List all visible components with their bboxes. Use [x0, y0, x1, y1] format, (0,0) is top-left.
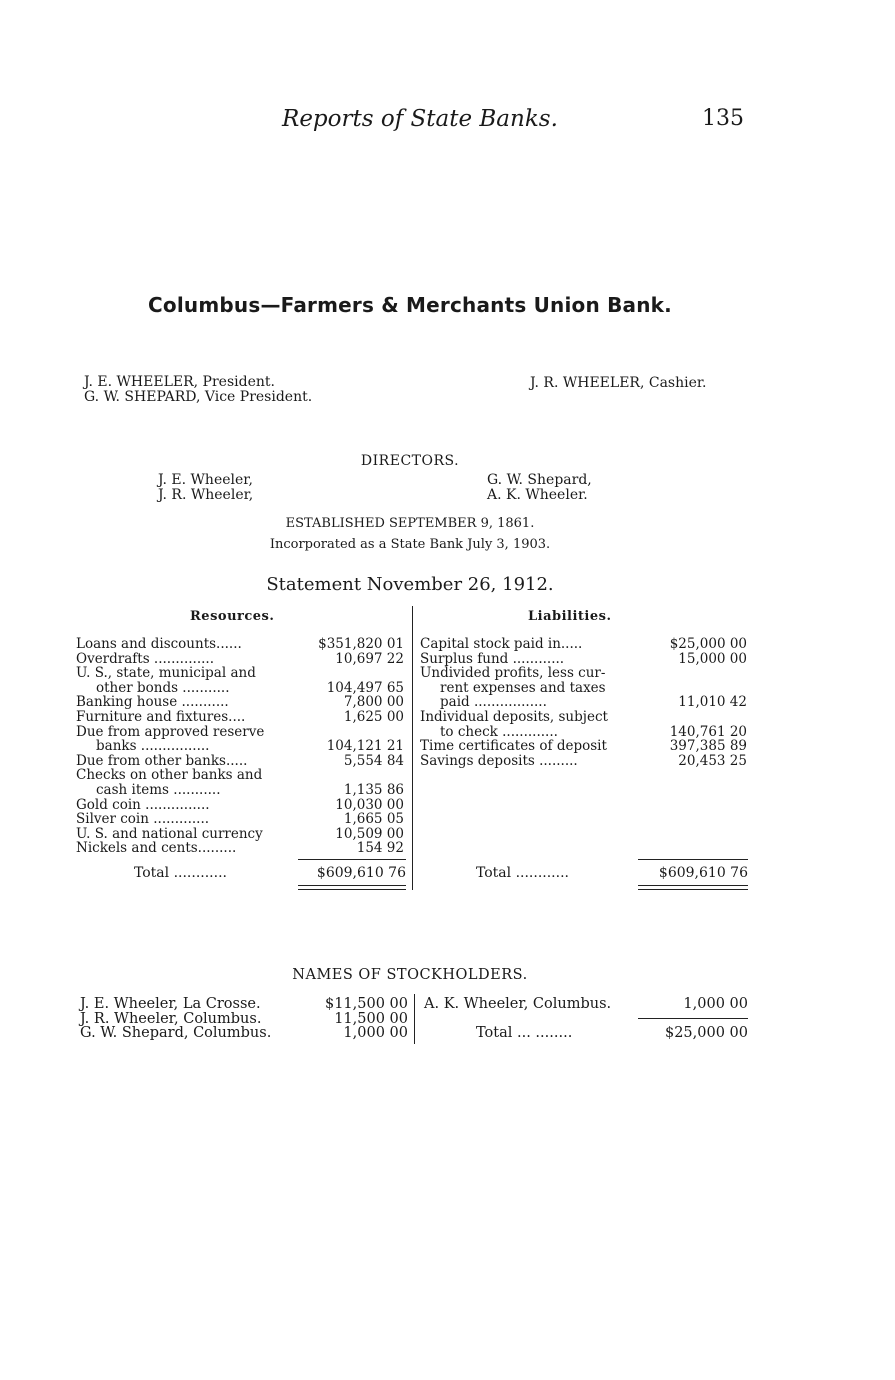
resource-label: Overdrafts .............. — [76, 651, 214, 667]
resource-label: U. S., state, municipal and — [76, 666, 256, 681]
resource-amount: 104,497 65 — [326, 679, 404, 696]
resource-amount: 1,665 05 — [343, 811, 404, 828]
resource-label: Due from approved reserve — [76, 724, 265, 740]
resources-heading: Resources. — [190, 609, 275, 624]
stockholder-amount: 1,000 00 — [683, 996, 748, 1012]
incorporated-line: Incorporated as a State Bank July 3, 1903. — [269, 537, 551, 552]
liabilities-double-rule-1 — [638, 885, 748, 886]
liabilities-double-rule-2 — [638, 889, 748, 890]
stockholders-total-label: Total ... ........ — [476, 1025, 573, 1042]
directors-heading: DIRECTORS. — [360, 453, 460, 469]
officer-vice-president: G. W. SHEPARD, Vice President. — [84, 389, 313, 405]
resources-total-amount: $609,610 76 — [316, 865, 406, 881]
resource-label: other bonds ........... — [96, 680, 230, 696]
resources-total-rule — [298, 859, 406, 860]
liability-label: Capital stock paid in..... — [420, 637, 583, 652]
resource-amount: 1,135 86 — [343, 782, 404, 798]
liability-label: Surplus fund ............ — [420, 651, 565, 667]
resource-label: Due from other banks..... — [76, 753, 248, 769]
resource-amount: 104,121 21 — [326, 738, 404, 755]
resource-amount: 7,800 00 — [343, 694, 404, 711]
liability-label: Savings deposits ......... — [420, 753, 578, 769]
stockholders-total-rule — [638, 1018, 748, 1019]
stockholders-divider — [414, 994, 415, 1044]
stockholder-amount: 11,500 00 — [334, 1010, 408, 1027]
resource-amount: 1,625 00 — [343, 709, 404, 725]
resource-label: U. S. and national currency — [76, 826, 263, 842]
liabilities-heading: Liabilities. — [528, 609, 612, 624]
resources-double-rule-2 — [298, 889, 406, 890]
liability-label: Time certificates of deposit — [420, 739, 607, 754]
liability-label: Undivided profits, less cur- — [420, 666, 606, 681]
resource-label: cash items ........... — [96, 783, 221, 798]
resource-label: Checks on other banks and — [76, 768, 263, 783]
liabilities-total-amount: $609,610 76 — [658, 865, 748, 881]
director-right-2: A. K. Wheeler. — [487, 487, 588, 503]
liability-amount: 397,385 89 — [669, 738, 747, 755]
resources-total-label: Total ............ — [134, 865, 227, 881]
resource-label: Silver coin ............. — [76, 812, 210, 827]
bank-title: Columbus—Farmers & Merchants Union Bank. — [148, 293, 672, 317]
stockholders-heading: NAMES OF STOCKHOLDERS. — [292, 967, 528, 983]
stockholders-total-amount: $25,000 00 — [664, 1025, 748, 1042]
liabilities-total-rule — [638, 859, 748, 860]
officer-president: J. E. WHEELER, President. — [84, 374, 275, 390]
resource-label: Gold coin ............... — [76, 797, 210, 813]
resource-label: Nickels and cents......... — [76, 841, 237, 856]
resources-double-rule-1 — [298, 885, 406, 886]
resource-amount: 10,030 00 — [335, 796, 404, 813]
resource-label: Loans and discounts...... — [76, 637, 242, 652]
liability-label: paid ................. — [440, 695, 547, 710]
established-line: ESTABLISHED SEPTEMBER 9, 1861. — [285, 516, 535, 531]
liability-label: Individual deposits, subject — [420, 710, 608, 725]
liabilities-total-label: Total ............ — [476, 865, 569, 881]
resource-label: Furniture and fixtures.... — [76, 710, 246, 725]
resource-label: banks ................ — [96, 739, 210, 754]
running-title: Reports of State Banks. — [282, 106, 558, 132]
statement-title: Statement November 26, 1912. — [266, 574, 554, 595]
director-left-1: J. E. Wheeler, — [158, 472, 253, 488]
resource-amount: 10,509 00 — [335, 825, 404, 842]
resource-amount: $351,820 01 — [318, 636, 404, 652]
resource-amount: 10,697 22 — [335, 650, 404, 667]
resource-amount: 5,554 84 — [343, 752, 404, 769]
officer-cashier: J. R. WHEELER, Cashier. — [530, 375, 707, 391]
director-left-2: J. R. Wheeler, — [158, 487, 254, 503]
stockholder-name: J. R. Wheeler, Columbus. — [80, 1010, 262, 1027]
statement-divider — [412, 606, 413, 890]
stockholder-name: A. K. Wheeler, Columbus. — [424, 996, 612, 1012]
liability-amount: 11,010 42 — [678, 694, 747, 711]
stockholder-name: J. E. Wheeler, La Crosse. — [80, 996, 261, 1012]
stockholder-name: G. W. Shepard, Columbus. — [80, 1025, 272, 1042]
resource-label: Banking house ........... — [76, 695, 229, 710]
liability-amount: 140,761 20 — [669, 723, 747, 740]
resource-amount: 154 92 — [356, 840, 404, 857]
stockholder-amount: $11,500 00 — [324, 996, 408, 1012]
liability-label: rent expenses and taxes — [440, 680, 606, 696]
liability-label: to check ............. — [440, 724, 558, 740]
page-number: 135 — [702, 106, 744, 131]
stockholder-amount: 1,000 00 — [343, 1025, 408, 1042]
liability-amount: 15,000 00 — [678, 650, 747, 667]
liability-amount: $25,000 00 — [669, 636, 747, 652]
liability-amount: 20,453 25 — [678, 752, 747, 769]
director-right-1: G. W. Shepard, — [487, 472, 592, 488]
